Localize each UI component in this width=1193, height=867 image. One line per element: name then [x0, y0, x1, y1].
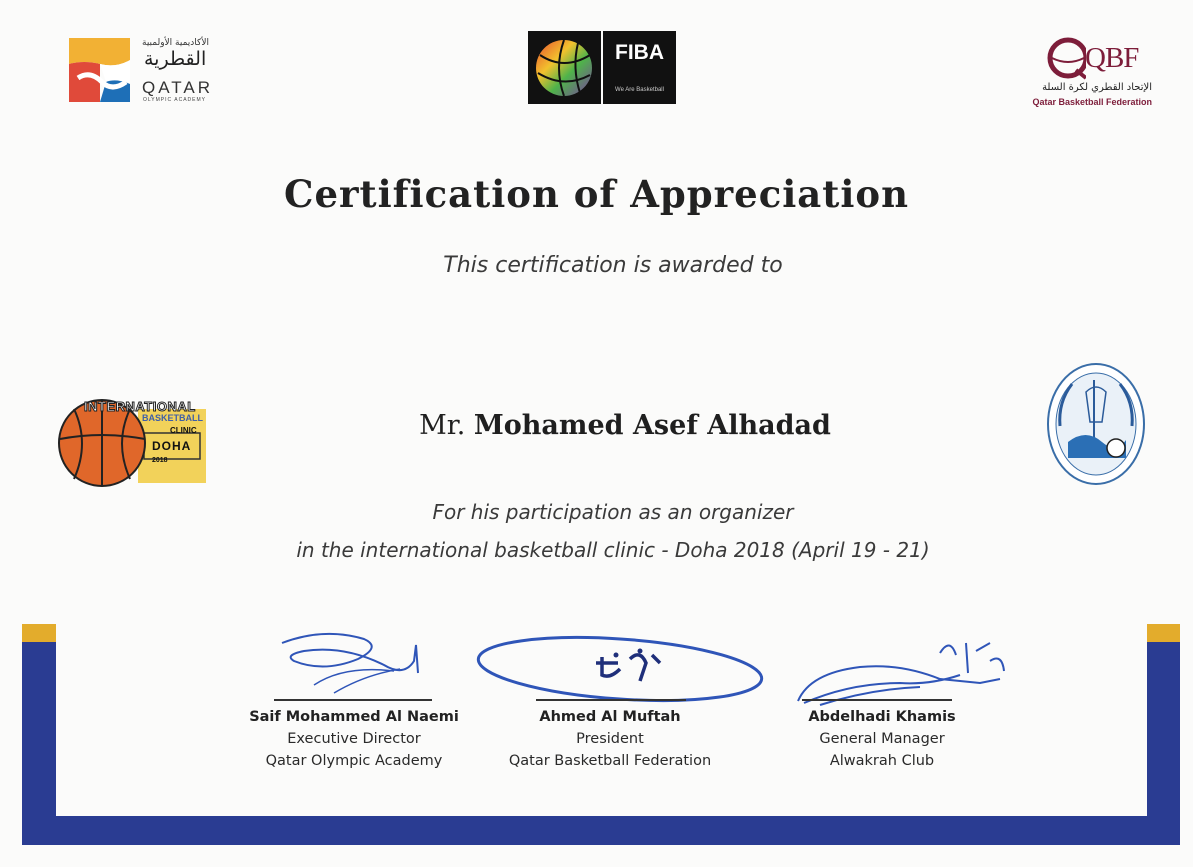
qbf-letters: QBF — [1085, 42, 1139, 74]
frame-bottom-bar — [22, 816, 1180, 845]
recipient-prefix: Mr. — [419, 410, 466, 441]
certificate-title: Certification of Appreciation — [284, 172, 909, 216]
signature-rule-3 — [802, 699, 952, 701]
signature-1-icon — [274, 625, 434, 705]
signatory-1-name: Saif Mohammed Al Naemi — [249, 709, 459, 725]
signatory-3-name: Abdelhadi Khamis — [808, 709, 956, 725]
recipient-line — [0, 410, 1193, 441]
clinic-line5: 2018 — [152, 457, 168, 464]
clinic-logo — [56, 395, 208, 487]
signatory-3-org: Alwakrah Club — [829, 753, 935, 769]
clinic-line2: BASKETBALL — [142, 413, 203, 423]
qatar-olympic-academy-logo — [66, 34, 226, 106]
signatory-2-org: Qatar Basketball Federation — [508, 753, 712, 769]
qbf-ball-icon — [1046, 36, 1086, 80]
frame-left-gold — [22, 624, 56, 642]
signature-2-icon — [470, 629, 770, 719]
qoa-subtitle: OLYMPIC ACADEMY — [143, 97, 206, 103]
reason-line-2: in the international basketball clinic - Doha 2018 (April 19 - 21) — [296, 538, 930, 562]
fiba-tagline: We Are Basketball — [615, 87, 664, 93]
clinic-line4: DOHA — [152, 439, 192, 453]
qbf-name: Qatar Basketball Federation — [1032, 97, 1152, 107]
frame-right-gold — [1147, 624, 1180, 642]
signatory-2-name: Ahmed Al Muftah — [539, 709, 681, 725]
signature-rule-1 — [274, 699, 432, 701]
frame-left-bar — [22, 624, 56, 845]
fiba-word-box — [603, 31, 676, 104]
signatory-1-org: Qatar Olympic Academy — [265, 753, 443, 769]
qoa-arabic-top: الأكاديمية الأولمبية — [142, 38, 209, 48]
clinic-line3: CLINIC — [170, 426, 197, 435]
fiba-word: FIBA — [615, 41, 664, 64]
reason-line-1: For his participation as an organizer — [432, 500, 794, 524]
signatory-1-role: Executive Director — [287, 731, 421, 747]
qbf-arabic-name: الإتحاد القطري لكرة السلة — [1042, 82, 1152, 93]
signature-rule-2 — [536, 699, 686, 701]
frame-right-bar — [1147, 624, 1180, 845]
qoa-name: QATAR — [142, 78, 214, 97]
fiba-ball-icon — [528, 31, 601, 104]
signatory-3-role: General Manager — [819, 731, 945, 747]
fiba-logo — [528, 31, 678, 105]
recipient-name: Mohamed Asef Alhadad — [473, 410, 831, 441]
qbf-logo — [1028, 28, 1158, 112]
fiba-ball-box — [528, 31, 601, 104]
qoa-arabic-main: القطرية — [144, 48, 207, 70]
qoa-emblem-icon — [66, 34, 136, 104]
clinic-line1: INTERNATIONAL — [84, 399, 196, 414]
certificate-subtitle: This certification is awarded to — [443, 253, 783, 278]
signatory-2-role: President — [576, 731, 644, 747]
